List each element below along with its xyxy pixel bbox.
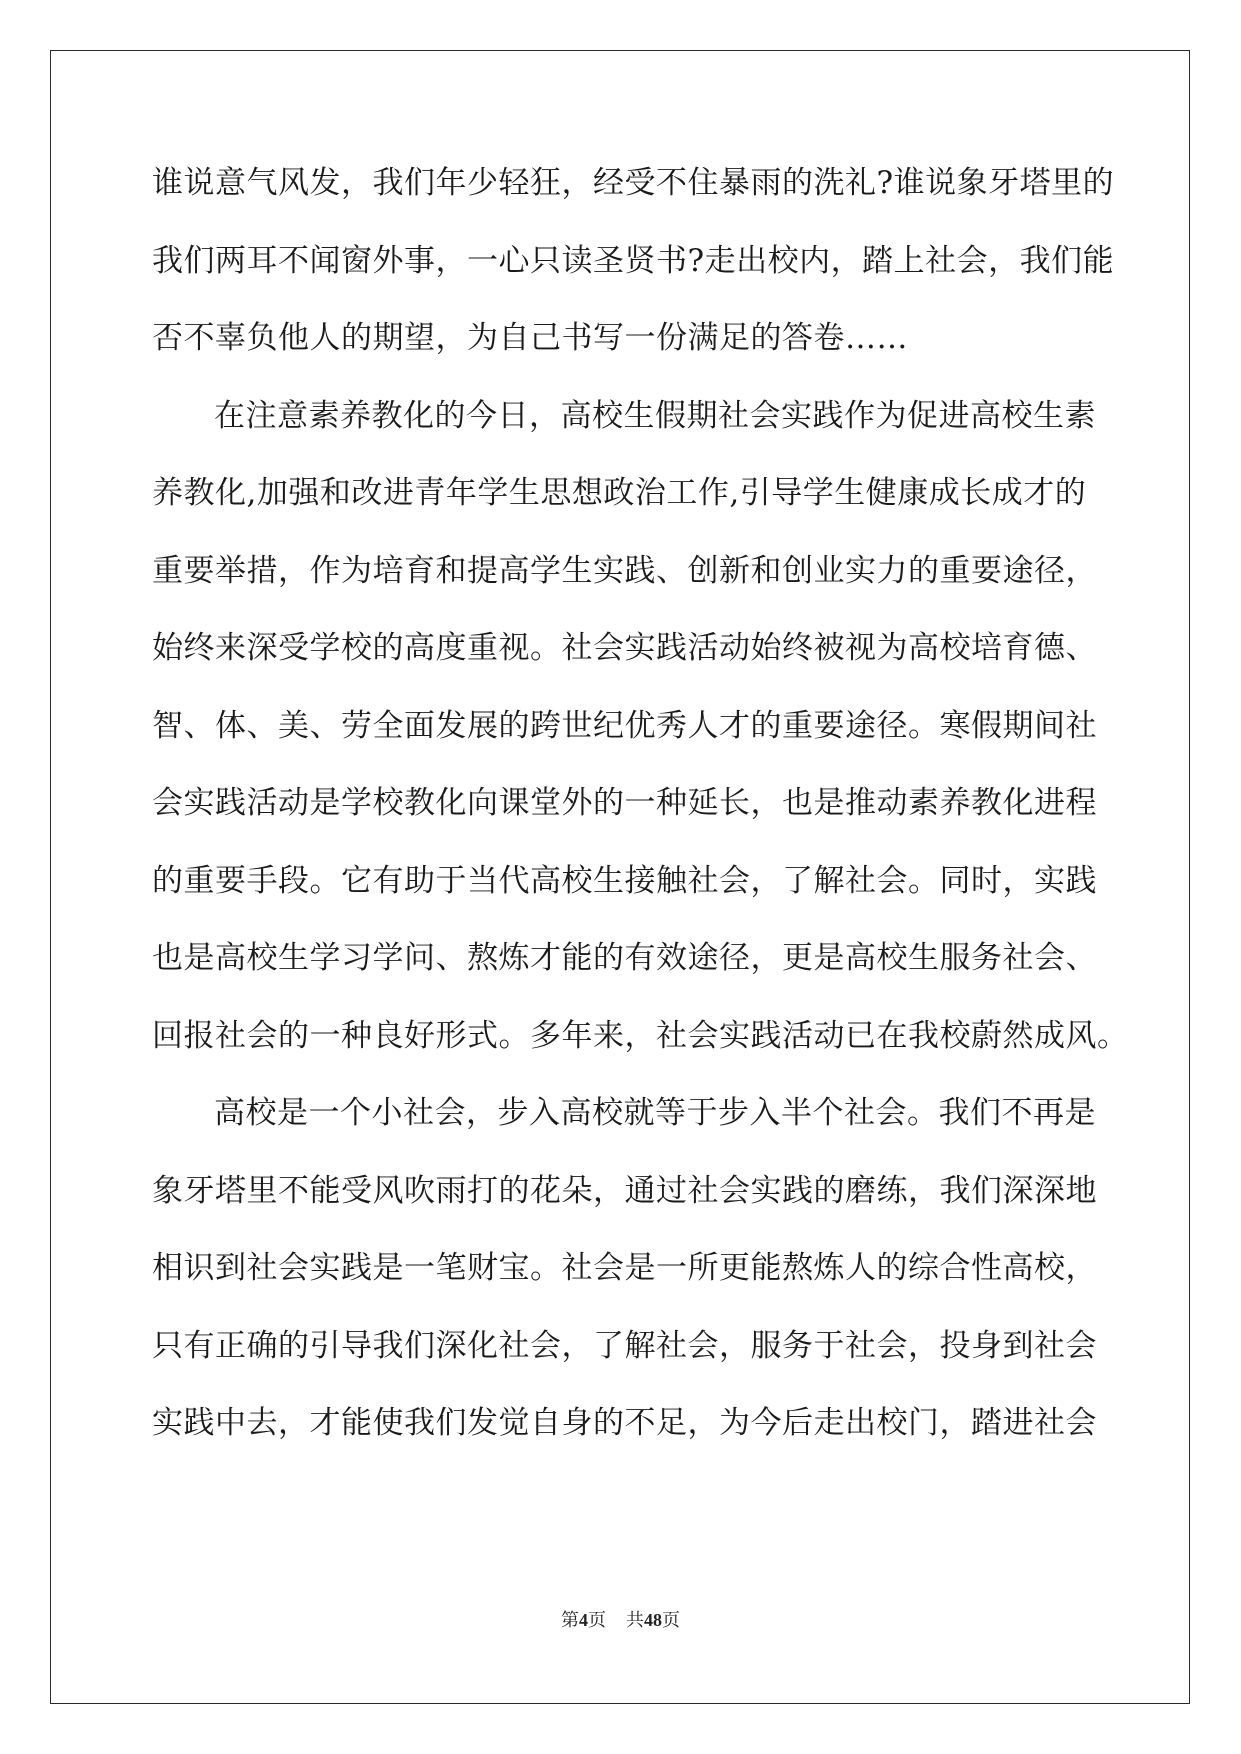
text-line: 也是高校生学习学问、熬炼才能的有效途径，更是高校生服务社会、 [152,940,1097,976]
text-line: 否不辜负他人的期望，为自己书写一份满足的答卷…… [152,320,908,356]
total-suffix: 页 [662,1610,680,1630]
total-prefix: 共 [626,1610,644,1630]
page-number: 4 [579,1610,588,1630]
page-suffix: 页 [588,1610,606,1630]
paragraph-first-line: 高校是一个小社会，步入高校就等于步入半个社会。我们不再是 [214,1095,1096,1131]
text-line: 回报社会的一种良好形式。多年来，社会实践活动已在我校蔚然成风。 [152,1017,1129,1054]
text-line: 始终来深受学校的高度重视。社会实践活动始终被视为高校培育德、 [152,630,1097,666]
paragraph-first-line: 在注意素养教化的今日，高校生假期社会实践作为促进高校生素 [214,397,1096,434]
text-line: 养教化,加强和改进青年学生思想政治工作,引导学生健康成长成才的 [152,475,1087,511]
text-line: 重要举措，作为培育和提高学生实践、创新和创业实力的重要途径， [152,552,1097,589]
page-footer [0,1606,1241,1632]
text-line: 只有正确的引导我们深化社会，了解社会，服务于社会，投身到社会 [152,1327,1097,1364]
document-body [152,158,1129,1476]
text-line: 会实践活动是学校教化向课堂外的一种延长，也是推动素养教化进程 [152,785,1097,821]
text-line: 相识到社会实践是一笔财宝。社会是一所更能熬炼人的综合性高校， [152,1250,1097,1286]
text-line: 智、体、美、劳全面发展的跨世纪优秀人才的重要途径。寒假期间社 [152,707,1097,744]
total-pages: 48 [644,1610,662,1630]
text-line: 象牙塔里不能受风吹雨打的花朵，通过社会实践的磨练，我们深深地 [152,1172,1097,1209]
page-prefix: 第 [561,1610,579,1630]
text-line: 的重要手段。它有助于当代高校生接触社会，了解社会。同时，实践 [152,862,1097,899]
text-line: 我们两耳不闻窗外事，一心只读圣贤书?走出校内，踏上社会，我们能 [152,242,1115,279]
text-line: 实践中去，才能使我们发觉自身的不足，为今后走出校门，踏进社会 [152,1405,1097,1441]
text-line: 谁说意气风发，我们年少轻狂，经受不住暴雨的洗礼?谁说象牙塔里的 [152,165,1115,201]
